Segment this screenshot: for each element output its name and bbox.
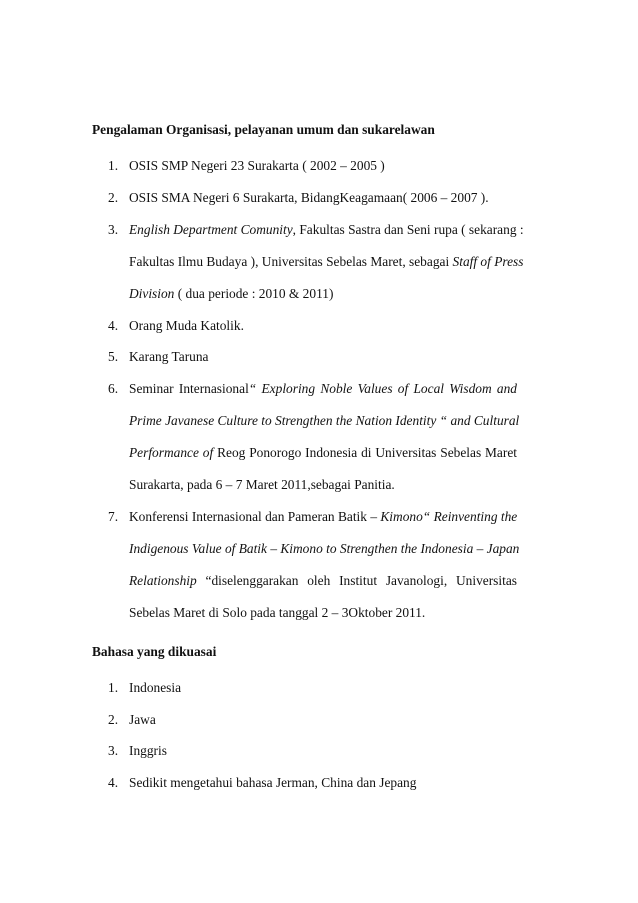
section-heading-languages: Bahasa yang dikuasai — [92, 644, 217, 659]
list-number: 1. — [108, 680, 119, 695]
list-item-line — [129, 445, 517, 461]
text: Fakultas Ilmu Budaya ), Universitas Sebelas Maret, sebagai — [129, 254, 453, 269]
list-item-text: Indonesia — [129, 680, 182, 695]
list-item-line — [129, 477, 517, 493]
list-item-line — [129, 413, 520, 429]
list-item-text: Orang Muda Katolik. — [129, 318, 244, 333]
list-item-text: OSIS SMA Negeri 6 Surakarta, BidangKeagamaan( 2006 – 2007 ). — [129, 190, 489, 205]
text: “diselenggarakan oleh Institut Javanologi, Universitas — [196, 573, 517, 588]
list-item-line — [129, 254, 524, 270]
text: ( dua periode : 2010 & 2011) — [174, 286, 334, 301]
italic-text: Division — [129, 286, 175, 301]
text: Seminar Internasional — [129, 381, 249, 396]
list-item-text: Inggris — [129, 743, 167, 758]
list-item-text: Jawa — [129, 712, 156, 727]
italic-text: Kimono“ Reinventing the — [380, 509, 518, 524]
list-item-line — [129, 573, 517, 589]
italic-text: Staff of Press — [452, 254, 524, 269]
list-item-line — [129, 509, 517, 525]
italic-text: English Department Comunity — [129, 222, 293, 237]
list-number: 6. — [108, 381, 119, 396]
list-item-text: OSIS SMP Negeri 23 Surakarta ( 2002 – 2005 ) — [129, 158, 385, 173]
italic-text: Performance of — [129, 445, 214, 460]
list-item-line — [129, 381, 517, 397]
section-heading-organization: Pengalaman Organisasi, pelayanan umum dan sukarelawan — [92, 122, 435, 137]
list-item-line — [129, 286, 517, 302]
text: Surakarta, pada 6 – 7 Maret 2011,sebagai Panitia. — [129, 477, 395, 492]
list-item-line — [129, 605, 517, 621]
list-number: 3. — [108, 222, 119, 237]
text: Sebelas Maret di Solo pada tanggal 2 – 3Oktober 2011. — [129, 605, 426, 620]
list-item-text: Karang Taruna — [129, 349, 209, 364]
text: Konferensi Internasional dan Pameran Batik – — [129, 509, 381, 524]
list-item-line — [129, 541, 520, 557]
list-number: 2. — [108, 712, 119, 727]
list-number: 7. — [108, 509, 119, 524]
list-number: 3. — [108, 743, 119, 758]
italic-text: Indigenous Value of Batik – Kimono to Strengthen the Indonesia – Japan — [129, 541, 520, 556]
list-item-line — [129, 222, 524, 238]
text: , Fakultas Sastra dan Seni rupa ( sekarang : — [292, 222, 524, 237]
list-number: 4. — [108, 318, 119, 333]
list-number: 4. — [108, 775, 119, 790]
text: Reog Ponorogo Indonesia di Universitas Sebelas Maret — [213, 445, 517, 460]
italic-text: “ Exploring Noble Values of Local Wisdom and — [248, 381, 518, 396]
italic-text: Relationship — [129, 573, 197, 588]
list-number: 1. — [108, 158, 119, 173]
list-number: 2. — [108, 190, 119, 205]
italic-text: Prime Javanese Culture to Strengthen the Nation Identity “ and Cultural — [129, 413, 520, 428]
list-number: 5. — [108, 349, 119, 364]
list-item-text: Sedikit mengetahui bahasa Jerman, China dan Jepang — [129, 775, 417, 790]
